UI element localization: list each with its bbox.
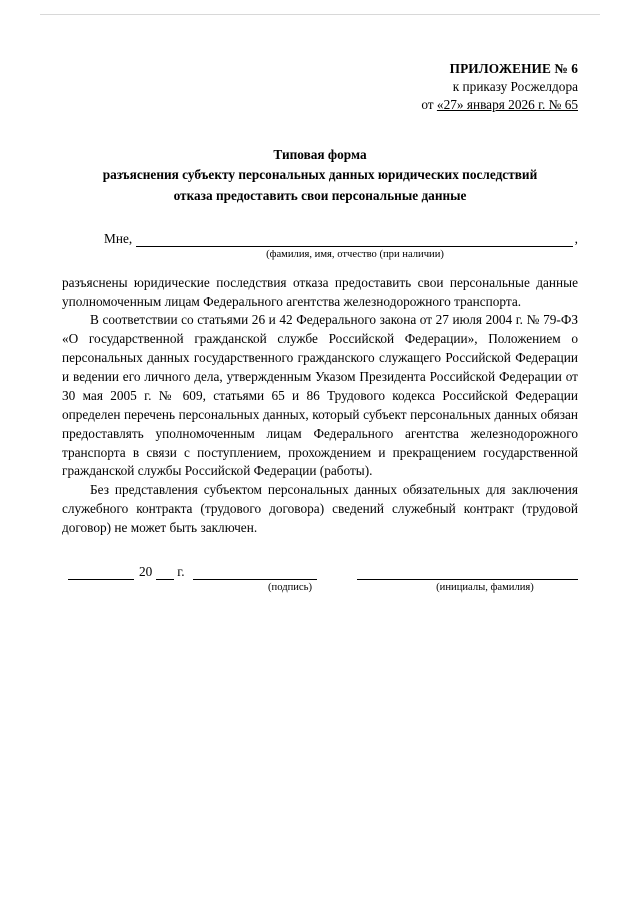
document-content (62, 60, 578, 593)
recipient-name-field[interactable] (136, 232, 573, 247)
appendix-number: ПРИЛОЖЕНИЕ № 6 (449, 61, 578, 76)
order-date-prefix: от (421, 96, 437, 112)
title-line-3: отказа предоставить свои персональные данные (173, 188, 467, 204)
page-top-divider (40, 14, 600, 15)
title-line-1: Типовая форма (273, 146, 367, 162)
signature-caption: (подпись) (268, 581, 312, 593)
document-title (62, 145, 578, 207)
recipient-comma: , (574, 230, 578, 246)
document-body (62, 274, 578, 538)
paragraph-3: Без представления субъектом персональных данных обязательных для заключения служебного контракта (трудового договора) сведений служебный контракт (трудовой договор) не может быть заключен. (62, 482, 578, 536)
document-header (62, 60, 578, 114)
recipient-label: Мне, (104, 230, 133, 246)
paragraph-2: В соответствии со статьями 26 и 42 Федерального закона от 27 июля 2004 г. № 79-ФЗ «О государственной гражданской службе Российской Федерации», Положением о персональных данных государственного гражданского служащего Российской Федерации и ведении его личного дела, утвержденным Указом Президента Российской Федерации от 30 мая 2005 г. № 609, статьями 65 и 86 Трудового кодекса Российской Федерации определен перечень персональных данных, который субъект персональных данных обязан предоставлять уполномоченным лицам Федерального агентства железнодорожного транспорта в связи с поступлением, прохождением и прекращением государственной гражданской службы Российской Федерации (работы). (62, 312, 578, 479)
order-date-value: «27» января 2026 г. № 65 (436, 96, 578, 112)
initials-caption: (инициалы, фамилия) (436, 581, 534, 593)
title-line-2: разъяснения субъекту персональных данных юридических последствий (102, 167, 538, 183)
recipient-caption: (фамилия, имя, отчество (при наличии) (266, 248, 444, 260)
year-field[interactable] (156, 566, 174, 580)
signature-captions (62, 582, 578, 593)
year-prefix: 20 (139, 563, 153, 579)
signature-row (62, 564, 578, 580)
signature-field[interactable] (193, 566, 317, 580)
order-date-line (62, 96, 578, 114)
paragraph-1: разъяснены юридические последствия отказа предоставить свои персональные данные уполномоченным лицам Федерального агентства железнодорожного транспорта. (62, 274, 578, 309)
year-suffix: г. (177, 563, 185, 579)
date-day-field[interactable] (68, 566, 134, 580)
order-authority: к приказу Росжелдора (452, 78, 578, 94)
initials-field[interactable] (357, 566, 578, 580)
recipient-row (62, 231, 578, 247)
